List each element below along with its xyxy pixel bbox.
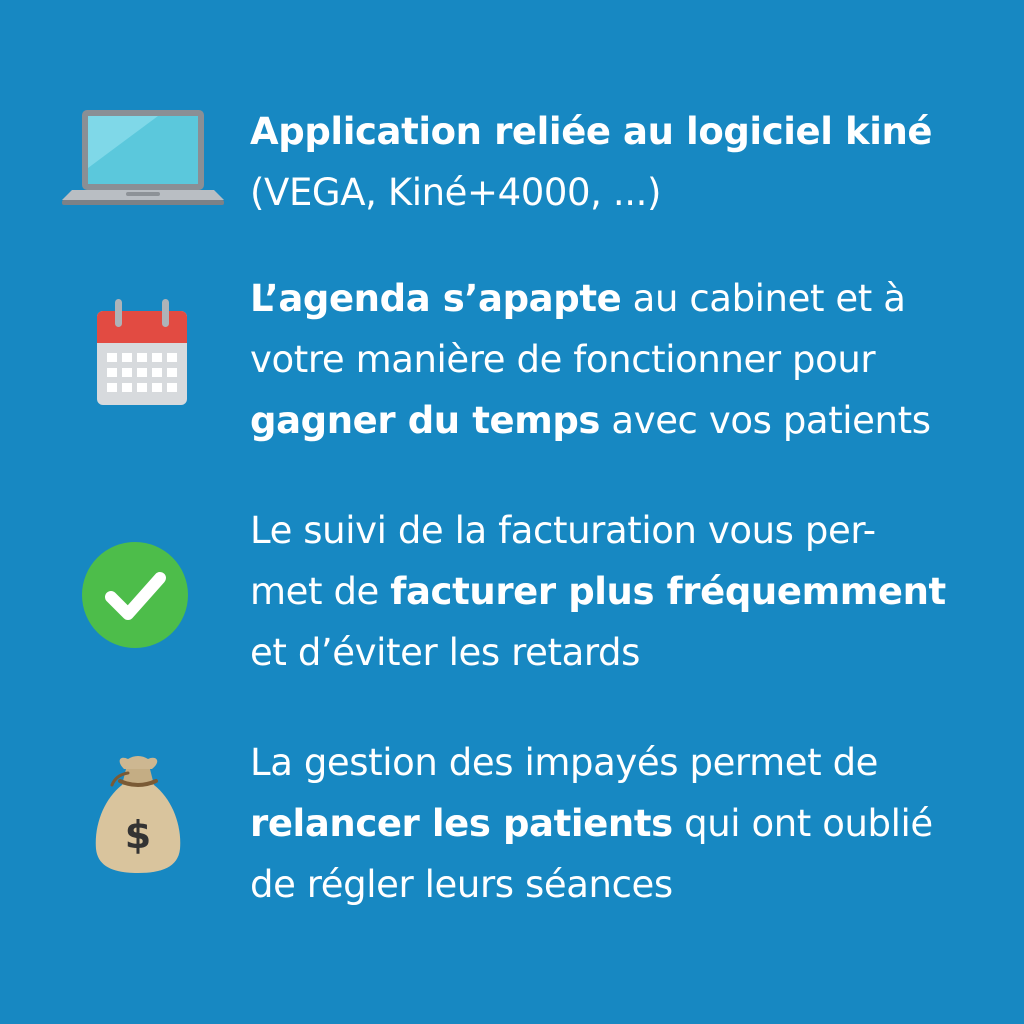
text-regular: au cabinet et à [621,277,906,320]
text-line [250,561,1010,622]
money-bag-symbol: $ [124,813,152,857]
checkmark-icon [81,541,189,653]
text-bold: relancer les patients [250,802,673,845]
text-line [250,854,1010,915]
text-bold: facturer plus fréquemment [390,570,946,613]
text-regular: de régler leurs séances [250,863,673,906]
money-bag-icon [94,755,182,879]
text-line [250,390,1010,451]
text-line [250,622,1010,683]
text-line [250,732,1010,793]
text-bold: gagner du temps [250,399,601,442]
text-line [250,162,1010,223]
text-regular: qui ont oublié [672,802,933,845]
calendar-icon [95,297,189,411]
text-bold: Application reliée au logiciel kiné [250,110,933,153]
feature-text [250,732,1010,915]
text-line [250,101,1010,162]
text-regular: La gestion des impayés permet de [250,741,879,784]
text-line [250,500,1010,561]
laptop-icon [62,108,224,212]
text-regular: met de [250,570,391,613]
text-regular: et d’éviter les retards [250,631,641,674]
text-regular: (VEGA, Kiné+4000, ...) [250,171,661,214]
feature-text [250,500,1010,683]
text-regular: Le suivi de la facturation vous per- [250,509,876,552]
text-line [250,268,1010,329]
text-regular: votre manière de fonctionner pour [250,338,876,381]
text-regular: avec vos patients [600,399,931,442]
feature-text [250,268,1010,451]
feature-text [250,101,1010,223]
text-bold: L’agenda s’apapte [250,277,622,320]
text-line [250,329,1010,390]
text-line [250,793,1010,854]
